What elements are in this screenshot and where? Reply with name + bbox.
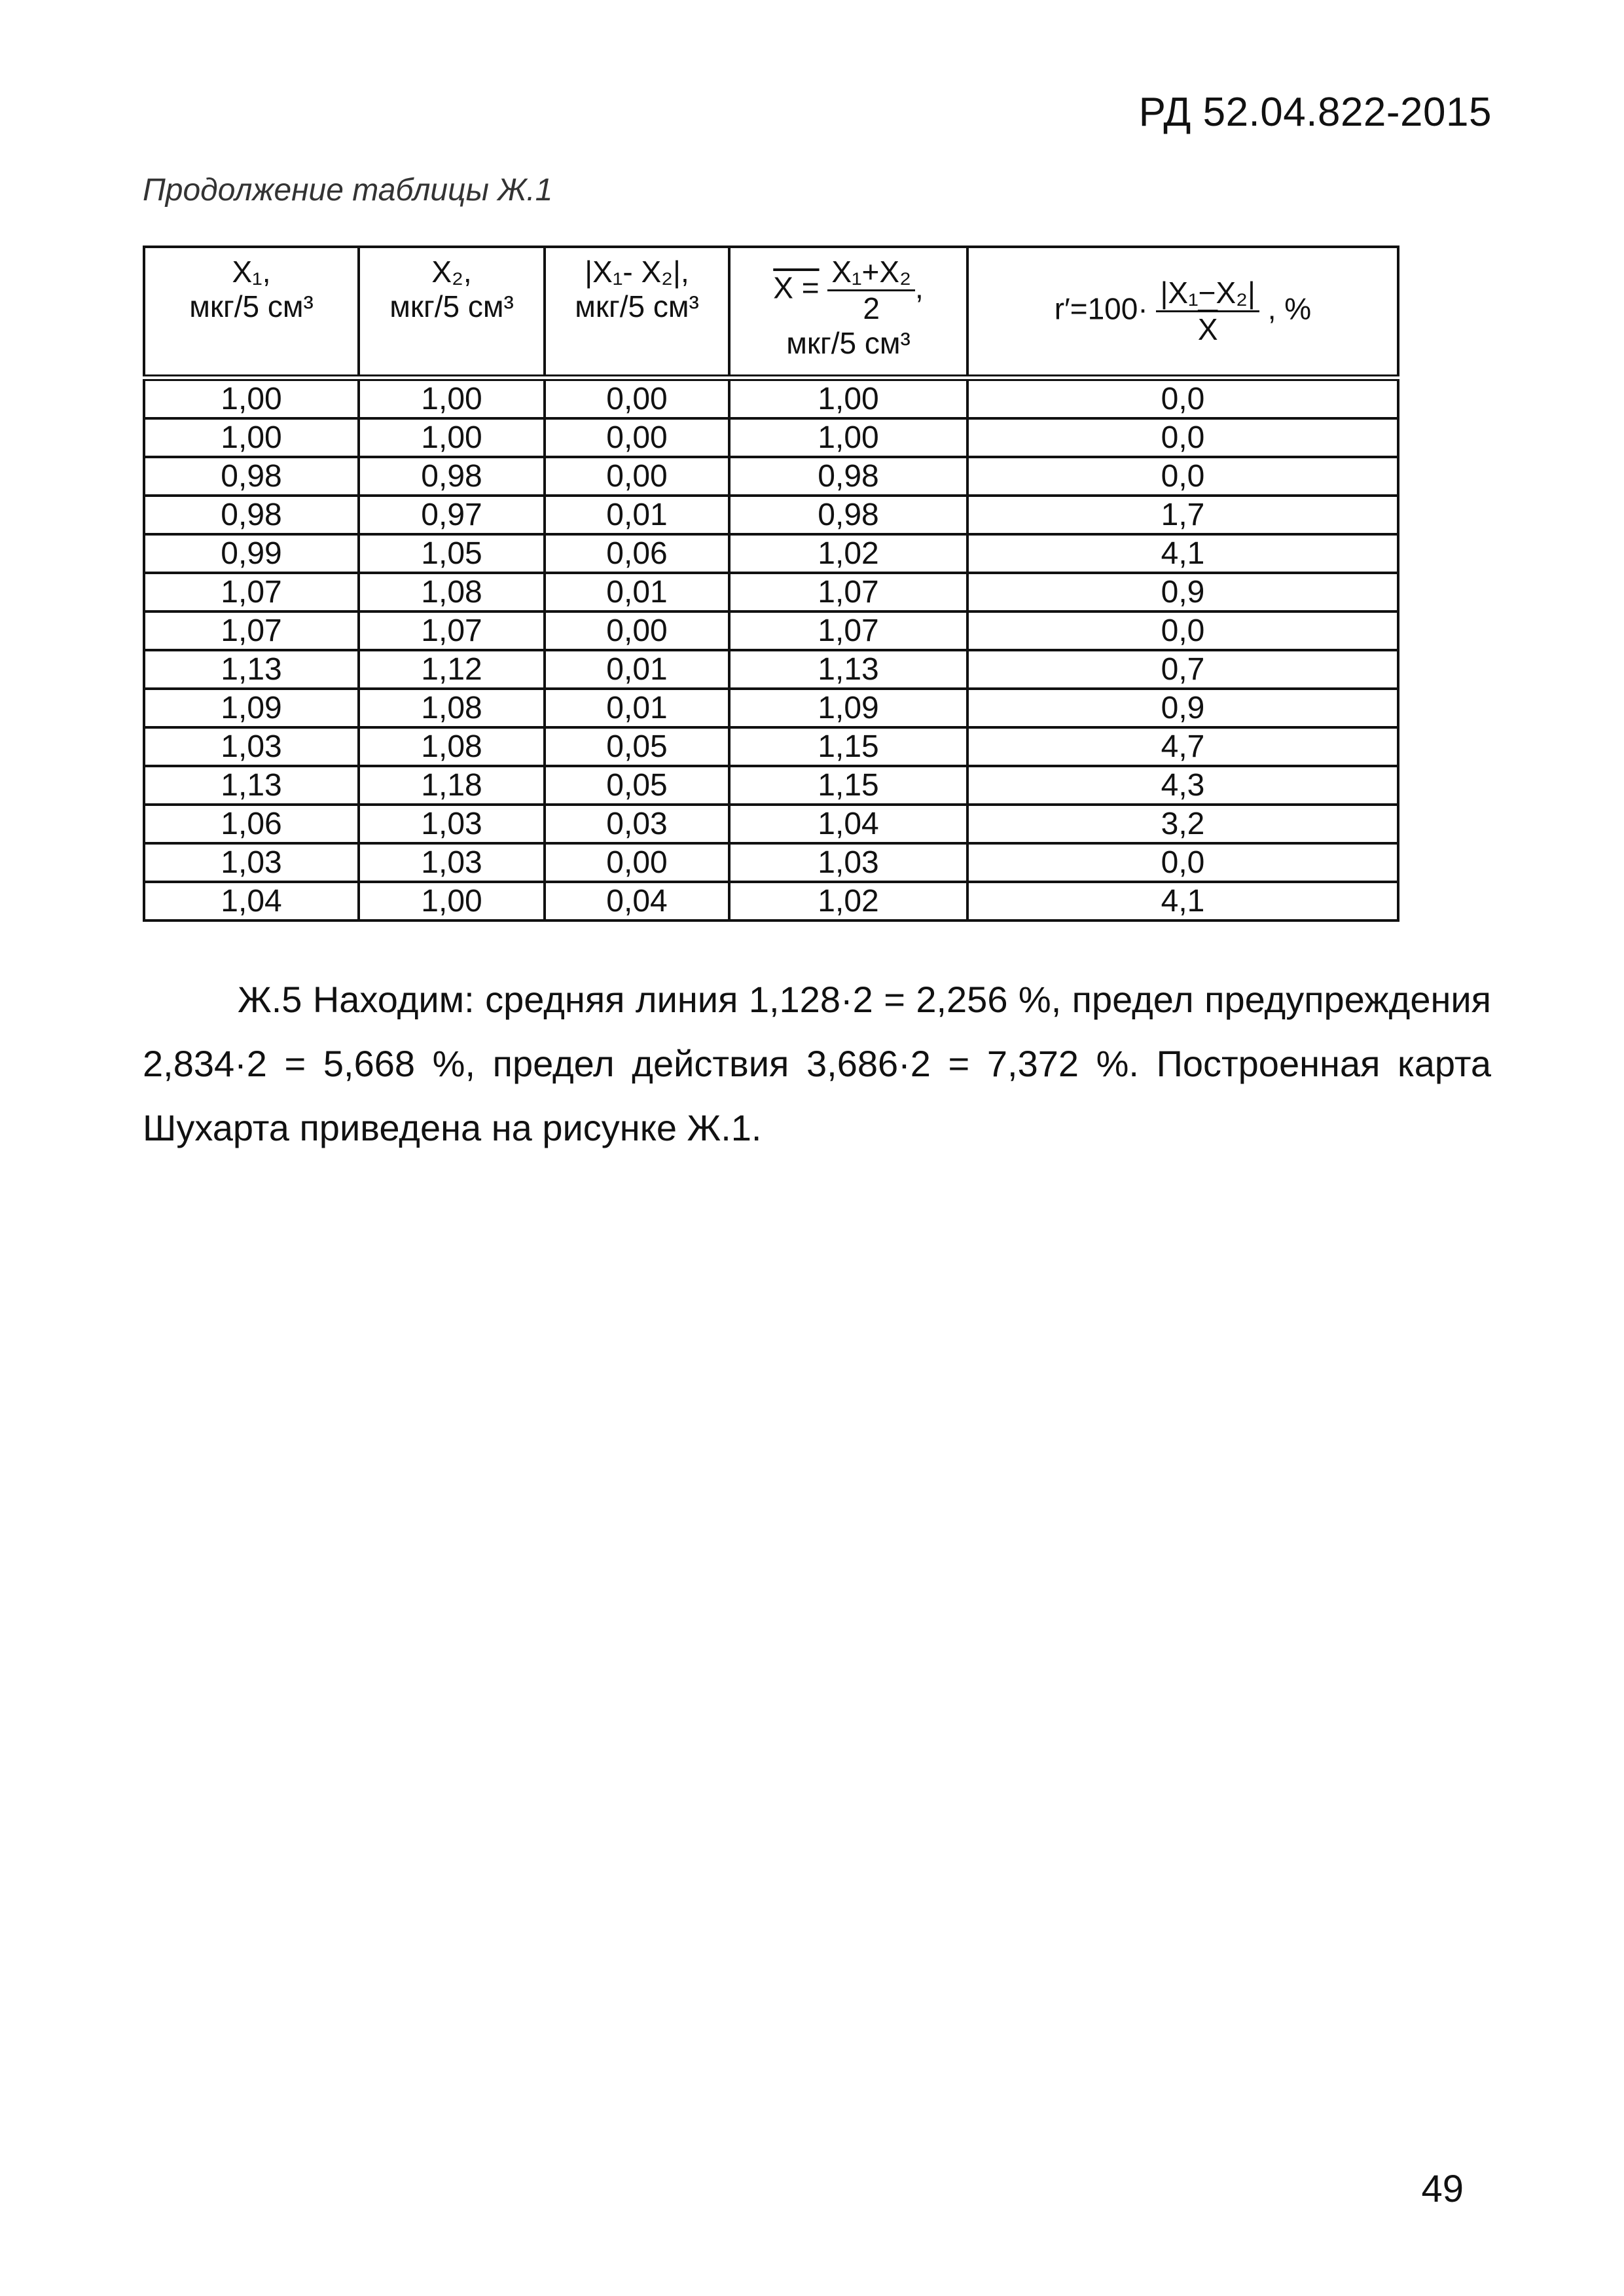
table-cell: 1,03 (359, 843, 545, 882)
table-cell: 0,01 (545, 689, 729, 727)
table-cell: 1,08 (359, 573, 545, 611)
table-row (144, 689, 1398, 727)
table-cell: 0,98 (144, 457, 359, 496)
header-x1-label: X₁, (232, 255, 271, 289)
table-cell: 1,00 (729, 378, 967, 418)
table-cell: 4,3 (967, 766, 1398, 805)
table-cell: 0,0 (967, 611, 1398, 650)
table-cell: 1,15 (729, 727, 967, 766)
table-cell: 0,98 (359, 457, 545, 496)
table-row (144, 650, 1398, 689)
table-cell: 1,00 (359, 418, 545, 457)
table-row (144, 843, 1398, 882)
table-cell: 1,00 (144, 378, 359, 418)
table-cell: 1,7 (967, 496, 1398, 534)
table-row (144, 378, 1398, 418)
table-cell: 1,15 (729, 766, 967, 805)
document-code: РД 52.04.822-2015 (1138, 90, 1492, 135)
table-row (144, 611, 1398, 650)
table-cell: 0,05 (545, 727, 729, 766)
header-mean-lhs: X = (773, 270, 820, 305)
table-row (144, 805, 1398, 843)
table-cell: 0,00 (545, 457, 729, 496)
table-row (144, 457, 1398, 496)
table-cell: 0,04 (545, 882, 729, 920)
table-cell: 1,07 (729, 611, 967, 650)
page-number: 49 (1421, 2168, 1464, 2210)
table-cell: 0,00 (545, 611, 729, 650)
data-table (143, 246, 1399, 922)
table-cell: 0,0 (967, 457, 1398, 496)
header-relative-diff (967, 247, 1398, 378)
table-cell: 1,04 (144, 882, 359, 920)
table-cell: 0,0 (967, 418, 1398, 457)
table-cell: 1,04 (729, 805, 967, 843)
header-relative-diff-numerator: |X₁−X₂| (1156, 276, 1259, 312)
paragraph-zh5 (143, 968, 1491, 1160)
table-cell: 1,13 (144, 650, 359, 689)
table-cell: 0,99 (144, 534, 359, 573)
table-cell: 0,00 (545, 418, 729, 457)
table-cell: 1,07 (729, 573, 967, 611)
table-cell: 1,09 (729, 689, 967, 727)
header-relative-diff-unit: , % (1267, 291, 1312, 326)
table-row (144, 573, 1398, 611)
table-cell: 1,12 (359, 650, 545, 689)
table-row (144, 766, 1398, 805)
table-cell: 1,03 (144, 843, 359, 882)
header-mean-numerator: X₁+X₂ (827, 255, 915, 291)
table-cell: 0,98 (729, 457, 967, 496)
header-x2 (359, 247, 545, 378)
table-cell: 0,01 (545, 496, 729, 534)
table-cell: 1,08 (359, 727, 545, 766)
header-x2-unit: мкг/5 см³ (389, 289, 514, 323)
header-x2-label: X₂, (431, 255, 472, 289)
table-cell: 1,06 (144, 805, 359, 843)
data-table-container (143, 246, 1397, 922)
table-cell: 0,0 (967, 843, 1398, 882)
table-header-row (144, 247, 1398, 378)
header-relative-diff-denominator: X (1197, 312, 1218, 346)
table-cell: 1,09 (144, 689, 359, 727)
table-caption: Продолжение таблицы Ж.1 (143, 173, 553, 208)
table-cell: 1,07 (359, 611, 545, 650)
header-abs-diff-label: |X₁- X₂|, (585, 255, 689, 289)
table-row (144, 727, 1398, 766)
table-cell: 1,03 (144, 727, 359, 766)
table-cell: 0,00 (545, 843, 729, 882)
table-cell: 0,98 (144, 496, 359, 534)
table-cell: 4,1 (967, 534, 1398, 573)
table-cell: 1,13 (729, 650, 967, 689)
table-row (144, 534, 1398, 573)
table-cell: 4,7 (967, 727, 1398, 766)
table-cell: 0,7 (967, 650, 1398, 689)
table-cell: 1,03 (359, 805, 545, 843)
table-cell: 1,08 (359, 689, 545, 727)
table-cell: 1,18 (359, 766, 545, 805)
table-cell: 3,2 (967, 805, 1398, 843)
table-cell: 1,00 (144, 418, 359, 457)
table-cell: 0,01 (545, 573, 729, 611)
table-cell: 0,06 (545, 534, 729, 573)
table-body (144, 378, 1398, 920)
header-mean-fraction (827, 255, 915, 326)
table-cell: 4,1 (967, 882, 1398, 920)
header-x1 (144, 247, 359, 378)
table-cell: 0,01 (545, 650, 729, 689)
table-cell: 1,13 (144, 766, 359, 805)
table-cell: 1,00 (359, 378, 545, 418)
table-cell: 0,9 (967, 573, 1398, 611)
table-cell: 0,05 (545, 766, 729, 805)
table-row (144, 882, 1398, 920)
table-cell: 1,00 (729, 418, 967, 457)
table-cell: 0,0 (967, 378, 1398, 418)
table-cell: 0,03 (545, 805, 729, 843)
table-cell: 1,02 (729, 534, 967, 573)
table-cell: 1,07 (144, 611, 359, 650)
table-cell: 1,02 (729, 882, 967, 920)
table-row (144, 496, 1398, 534)
table-cell: 0,98 (729, 496, 967, 534)
header-mean-formula: X = $\frac{\text{X₁+X₂}}{2}$ , (773, 255, 924, 325)
table-cell: 1,05 (359, 534, 545, 573)
table-cell: 0,97 (359, 496, 545, 534)
header-mean (729, 247, 967, 378)
header-relative-diff-lhs: r′=100· (1054, 291, 1148, 326)
header-abs-diff-unit: мкг/5 см³ (575, 289, 699, 323)
header-x1-unit: мкг/5 см³ (189, 289, 314, 323)
table-row (144, 418, 1398, 457)
header-relative-diff-fraction (1156, 276, 1259, 347)
table-cell: 0,9 (967, 689, 1398, 727)
table-cell: 1,00 (359, 882, 545, 920)
header-mean-unit: мкг/5 см³ (786, 325, 911, 360)
table-cell: 1,03 (729, 843, 967, 882)
table-cell: 1,07 (144, 573, 359, 611)
table-cell: 0,00 (545, 378, 729, 418)
header-mean-denominator: 2 (863, 291, 880, 325)
header-abs-diff (545, 247, 729, 378)
paragraph-zh5-text: Ж.5 Находим: средняя линия 1,128·2 = 2,256 %, предел предупреждения 2,834·2 = 5,668 %, предел действия 3,686·2 = 7,372 %. Построенная карта Шухарта приведена на рисунке Ж.1. (143, 979, 1491, 1148)
